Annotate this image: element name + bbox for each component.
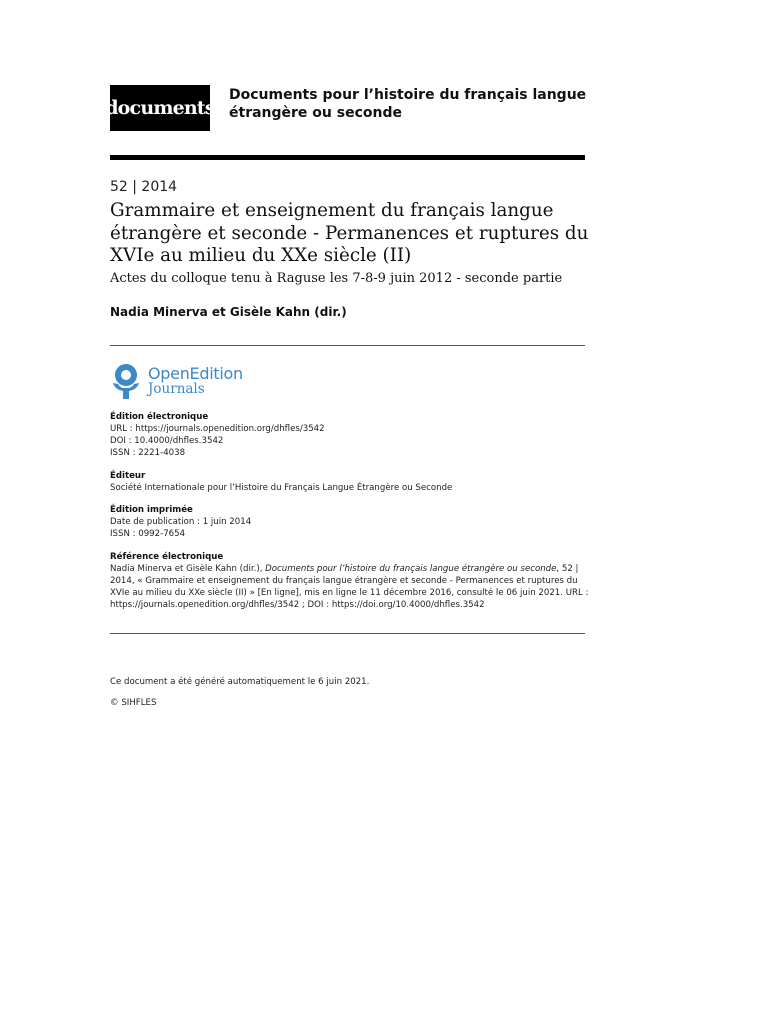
journal-logo [105,85,215,131]
electronic-edition-issn: ISSN : 2221-4038 [110,448,186,458]
article-subtitle: Actes du colloque tenu à Raguse les 7-8-9 juin 2012 - seconde partie [110,271,563,286]
divider-top [110,345,585,346]
electronic-edition-url[interactable]: URL : https://journals.openedition.org/dhfles/3542 [110,424,325,434]
print-edition-block [110,504,590,540]
openedition-sub: Journals [148,380,205,397]
electronic-edition-doi[interactable]: DOI : 10.4000/dhfles.3542 [110,436,224,446]
copyright: © SIHFLES [110,698,157,708]
openedition-logo [110,362,243,400]
reference-rest[interactable]: , 52 | 2014, « Grammaire et enseignement du français langue étrangère et seconde - Permanences et ruptures du XVIe au milieu du XXe siècle (II) » [En ligne], mis en ligne le 11 décembre 2016, consulté le 06 juin 2021. URL : https://journals.openedition.org/dhfles/3542 ; DOI : https://doi.org/10.4000/dhfles.3542 [110,564,589,610]
electronic-edition-block [110,411,590,459]
editor-label: Éditeur [110,471,146,481]
journal-title: Documents pour l’histoire du français langue étrangère ou seconde [229,87,587,121]
reference-authors: Nadia Minerva et Gisèle Kahn (dir.), [110,564,266,574]
reference-journal: Documents pour l’histoire du français langue étrangère ou seconde [265,564,557,574]
print-edition-label: Édition imprimée [110,505,193,515]
header-divider [110,155,585,160]
reference-block [110,551,590,611]
issue-number: 52 | 2014 [110,179,178,195]
openedition-icon [110,362,144,400]
electronic-edition-label: Édition électronique [110,412,209,422]
print-edition-date: Date de publication : 1 juin 2014 [110,517,252,527]
reference-text [110,563,590,611]
openedition-name: OpenEdition [148,363,243,383]
editor-name: Société Internationale pour l’Histoire du Français Langue Étrangère ou Seconde [110,483,453,493]
print-edition-issn: ISSN : 0992-7654 [110,529,186,539]
article-authors: Nadia Minerva et Gisèle Kahn (dir.) [110,305,347,319]
editor-block [110,470,590,494]
generated-note: Ce document a été généré automatiquement le 6 juin 2021. [110,677,370,687]
reference-label: Référence électronique [110,552,224,562]
divider-bottom [110,633,585,634]
article-title: Grammaire et enseignement du français langue étrangère et seconde - Permanences et ruptures du XVIe au milieu du XXe siècle (II) [110,200,589,266]
journal-logo-text: documents [105,96,215,119]
